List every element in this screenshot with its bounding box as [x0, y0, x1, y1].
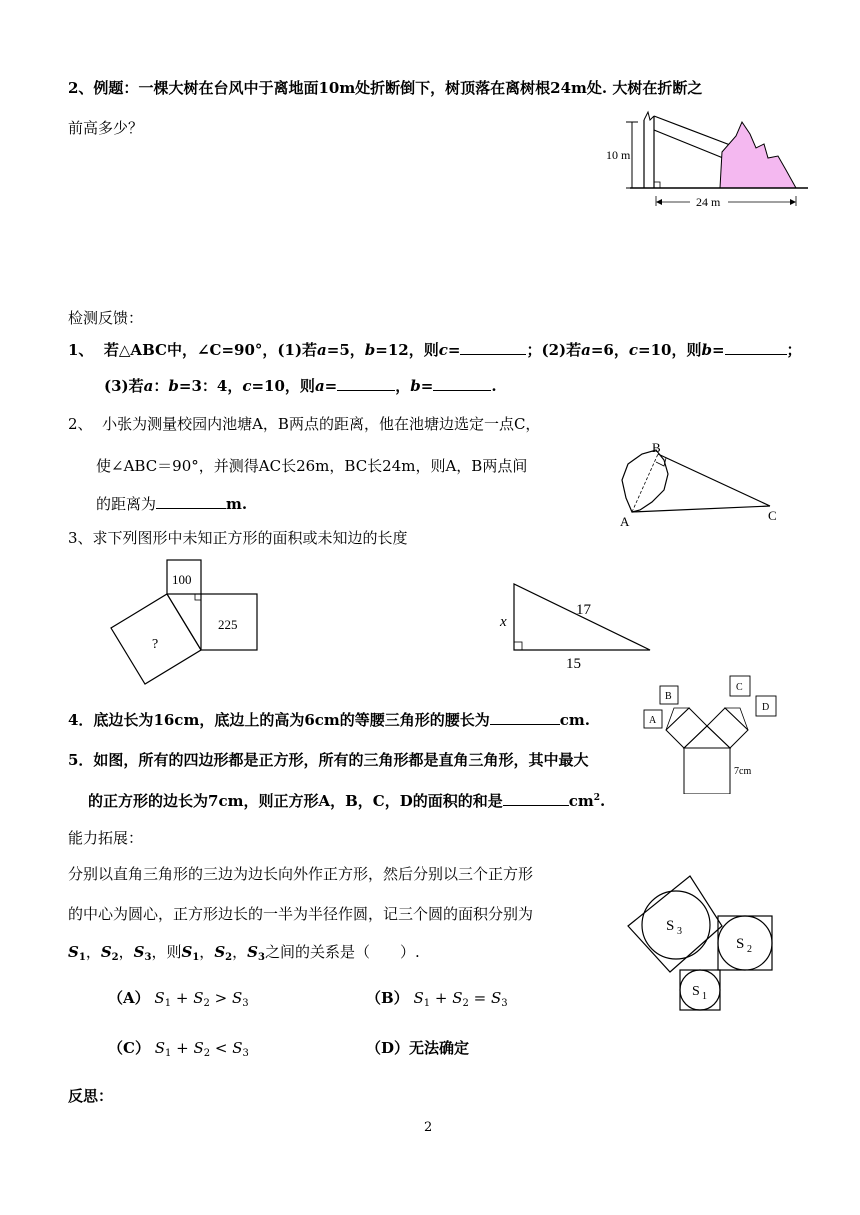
- feedback-q5-line-1: 5．如图，所有的四边形都是正方形，所有的三角形都是直角三角形，其中最大: [68, 751, 589, 769]
- pond-figure: [612, 440, 787, 530]
- page-number: 2: [424, 1120, 433, 1135]
- feedback-heading: 检测反馈：: [68, 309, 144, 327]
- svg-text:2: 2: [747, 944, 752, 955]
- svg-text:1: 1: [702, 991, 707, 1002]
- feedback-q2-line-1: 2、 小张为测量校园内池塘A，B两点的距离，他在池塘边选定一点C，: [68, 415, 541, 433]
- feedback-q2-line-3: 的距离为 m.: [96, 495, 248, 513]
- extension-line-3: $S_1$，$S_2$，$S_3$，则$S_1$，$S_2$，$S_3$之间的关系是（ ）.: [68, 943, 420, 963]
- extension-line-2: 的中心为圆心，正方形边长的一半为半径作圆，记三个圆的面积分别为: [68, 905, 534, 923]
- circle-S1: [680, 970, 720, 1010]
- square-top-label: 100: [172, 572, 192, 587]
- svg-text:S: S: [692, 984, 700, 999]
- square-unknown-label: ?: [152, 637, 159, 652]
- svg-text:A: A: [649, 715, 657, 726]
- triangle-hyp-label: 17: [576, 602, 591, 618]
- feedback-q5-line-2: 的正方形的边长为7cm，则正方形A，B，C，D的面积的和是 $cm^2$.: [88, 792, 606, 810]
- squares-figure: [104, 556, 274, 692]
- svg-text:B: B: [665, 691, 672, 702]
- extension-line-1: 分别以直角三角形的三边为边长向外作正方形，然后分别以三个正方形: [68, 865, 534, 883]
- feedback-q1-line-2: (3)若a：b=3：4，c=10，则a= ，b= .: [104, 377, 497, 395]
- svg-text:C: C: [736, 682, 743, 693]
- answer-blank-distance[interactable]: [156, 494, 226, 509]
- tree-figure: [600, 108, 815, 213]
- square-right-label: 225: [218, 617, 238, 632]
- feedback-q2-line-2: 使∠ABC＝90°，并测得AC长26m，BC长24m，则A，B两点间: [96, 457, 528, 475]
- feedback-q4: 4．底边长为16cm，底边上的高为6cm的等腰三角形的腰长为 cm.: [68, 711, 590, 729]
- answer-blank-c[interactable]: [460, 340, 526, 355]
- answer-blank-leg[interactable]: [490, 710, 560, 725]
- svg-text:3: 3: [677, 926, 682, 937]
- feedback-q1-line-1: 1、 若△ABC中，∠C=90°，(1)若a=5，b=12，则c= ；(2)若a=6，c=10，则b= ；: [68, 341, 802, 359]
- option-D[interactable]: （D）无法确定: [366, 1039, 470, 1057]
- answer-blank-area-sum[interactable]: [503, 791, 569, 806]
- extension-heading: 能力拓展：: [68, 829, 144, 847]
- pond-label-C: C: [768, 508, 777, 523]
- triangle-x-label: x: [500, 614, 507, 630]
- circles-squares-figure: [626, 870, 786, 1020]
- example-text-2: 前高多少？: [68, 119, 144, 137]
- answer-blank-ratio-b[interactable]: [433, 376, 491, 391]
- svg-text:S: S: [736, 936, 745, 952]
- circle-S3: [642, 891, 710, 959]
- circle-S2: [718, 916, 772, 970]
- answer-blank-ratio-a[interactable]: [337, 376, 395, 391]
- triangle-base-label: 15: [566, 656, 581, 672]
- reflection-heading: 反思：: [68, 1087, 114, 1105]
- option-A[interactable]: （A） $S_1 + S_2 > S_3$: [108, 989, 249, 1009]
- example-label: 2、例题：: [68, 79, 139, 97]
- option-C[interactable]: （C） $S_1 + S_2 < S_3$: [108, 1039, 249, 1059]
- example-line-1: [68, 78, 702, 98]
- example-text-1: 一棵大树在台风中于离地面10m处折断倒下，树顶落在离树根24m处. 大树在折断之: [138, 79, 703, 97]
- answer-blank-b[interactable]: [725, 340, 787, 355]
- largest-square-length: 7cm: [734, 766, 752, 777]
- svg-text:S: S: [666, 918, 675, 934]
- pond-label-A: A: [620, 514, 630, 529]
- tree-height-label: 10 m: [606, 148, 631, 162]
- svg-text:D: D: [762, 702, 770, 713]
- triangle-figure: [494, 578, 664, 673]
- pythagoras-tree-figure: [636, 668, 786, 794]
- option-B[interactable]: （B） $S_1 + S_2 = S_3$: [366, 989, 508, 1009]
- feedback-q3-text: 3、求下列图形中未知正方形的面积或未知边的长度: [68, 529, 408, 547]
- tree-base-label: 24 m: [696, 195, 721, 209]
- pond-label-B: B: [652, 440, 661, 455]
